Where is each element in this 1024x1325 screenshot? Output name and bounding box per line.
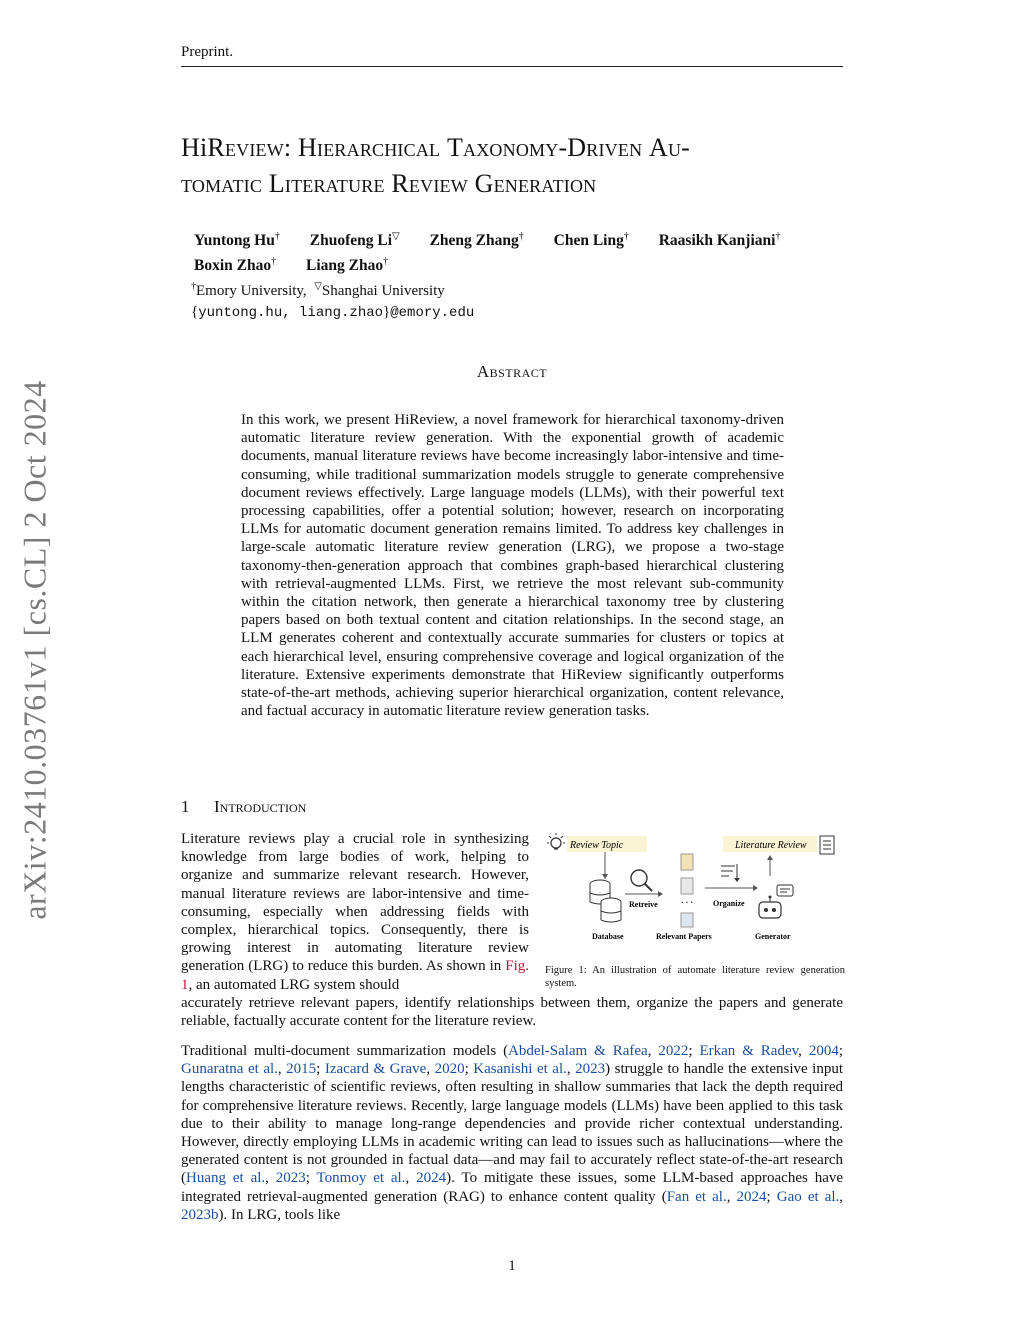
intro-paragraph-continued: accurately retrieve relevant papers, identify relationships between them, organize the papers and generate reliable, factually accurate content for the literature review. bbox=[181, 995, 843, 1030]
citation-link[interactable]: Fan et al. bbox=[666, 1188, 727, 1205]
intro-paragraph-wrapped: Literature reviews play a crucial role in synthesizing knowledge from large bodies of work, helping to organize and summarize relevant research. However, manual literature reviews are labor-intensive and time-consuming, especially when addressing fields with complex, hierarchical topics. Consequently, there is growing interest in automating literature review generation (LRG) to reduce this burden. As shown in Fig. 1, an automated LRG system should bbox=[181, 831, 529, 993]
citation-link[interactable]: 2020 bbox=[434, 1061, 465, 1078]
review-topic-label: Review Topic bbox=[570, 840, 624, 851]
author: Yuntong Hu† bbox=[194, 231, 280, 250]
citation-link[interactable]: Gao et al. bbox=[776, 1188, 840, 1205]
intro-paragraph-2 bbox=[181, 1042, 843, 1224]
generator-label: Generator bbox=[755, 932, 791, 941]
figure-caption: Figure 1: An illustration of automate literature review generation system. bbox=[545, 965, 845, 989]
author: Chen Ling† bbox=[553, 231, 629, 250]
chat-bubble-icon bbox=[777, 885, 793, 896]
paragraph-text: , bbox=[566, 1061, 576, 1078]
citation-link[interactable]: 2023b bbox=[181, 1206, 219, 1223]
author: Zhuofeng Li▽ bbox=[309, 231, 400, 250]
paragraph-text: , bbox=[265, 1170, 276, 1187]
database-label: Database bbox=[592, 932, 624, 941]
paragraph-text: ). To mitigate these issues, some LLM-based approaches have integrated retrieval-augmented generation (RAG) to enhance content quality ( bbox=[181, 1170, 844, 1205]
citation-link[interactable]: 2023 bbox=[575, 1061, 606, 1078]
citation-link[interactable]: 2023 bbox=[275, 1170, 306, 1187]
figure-1-diagram bbox=[545, 828, 845, 963]
paragraph-text: , bbox=[647, 1043, 659, 1059]
paragraph-text: , bbox=[726, 1188, 737, 1205]
paragraph-text: ; bbox=[838, 1043, 843, 1059]
paper-stack-icon bbox=[681, 854, 693, 927]
citation-link[interactable]: 2004 bbox=[808, 1043, 839, 1059]
paragraph-text: , bbox=[798, 1043, 809, 1059]
retreive-label: Retreive bbox=[629, 900, 658, 909]
citation-link[interactable]: 2024 bbox=[736, 1188, 767, 1205]
author: Liang Zhao† bbox=[305, 256, 389, 275]
robot-icon bbox=[759, 896, 781, 919]
organize-label: Organize bbox=[713, 899, 745, 908]
paragraph-text: Traditional multi-document summarization models ( bbox=[181, 1043, 509, 1059]
citation-link[interactable]: Gunaratna et al. bbox=[181, 1061, 278, 1078]
header-rule bbox=[181, 66, 843, 67]
paragraph-text: ; bbox=[688, 1043, 700, 1059]
author: Zheng Zhang† bbox=[429, 231, 524, 250]
paragraph-text: ; bbox=[305, 1170, 317, 1187]
database-icon bbox=[590, 880, 621, 922]
literature-review-label: Literature Review bbox=[735, 840, 807, 851]
paragraph-text: , bbox=[426, 1061, 435, 1078]
paragraph-text: ; bbox=[316, 1061, 325, 1078]
document-scroll-icon bbox=[820, 836, 834, 854]
running-head: Preprint. bbox=[181, 44, 234, 60]
author-list bbox=[194, 226, 834, 276]
author: Boxin Zhao† bbox=[194, 256, 277, 275]
abstract-body: In this work, we present HiReview, a novel framework for hierarchical taxonomy-driven automatic literature review generation. With the exponential growth of academic documents, manual literature reviews have become increasingly labor-intensive and time-consuming, while traditional summarization models struggle to generate comprehensive document reviews effectively. Large language models (LLMs), with their powerful text processing capabilities, offer a potential solution; however, research on incorporating LLMs for automatic document generation remains limited. To address key challenges in large-scale automatic literature review generation (LRG), we propose a two-stage taxonomy-then-generation approach that combines graph-based hierarchical clustering with retrieval-augmented LLMs. First, we retrieve the most relevant sub-community within the citation network, then generate a hierarchical taxonomy tree by clustering papers based on both textual content and citation relationships. In the second stage, an LLM generates coherent and contextually accurate summaries for clusters or topics at each hierarchical level, ensuring comprehensive coverage and logical organization of the literature. Extensive experiments demonstrate that HiReview significantly outperforms state-of-the-art methods, achieving superior hierarchical organization, content relevance, and factual accuracy in automatic literature review generation tasks. bbox=[241, 412, 784, 720]
affiliations: †Emory University, ▽Shanghai University {yuntong.hu, liang.zhao}@emory.edu bbox=[191, 281, 475, 321]
paragraph-text: ; bbox=[766, 1188, 777, 1205]
page-number: 1 bbox=[508, 1258, 516, 1274]
relevant-papers-label: Relevant Papers bbox=[656, 932, 712, 941]
citation-link[interactable]: Kasanishi et al. bbox=[473, 1061, 567, 1078]
paragraph-text: , bbox=[277, 1061, 287, 1078]
paragraph-text: ). In LRG, tools like bbox=[218, 1206, 341, 1223]
figure-link[interactable]: Fig. 1 bbox=[181, 958, 529, 993]
citation-link[interactable]: Huang et al. bbox=[186, 1170, 266, 1187]
section-heading: 1 Introduction bbox=[181, 797, 307, 816]
magnifier-icon bbox=[631, 870, 652, 891]
citation-link[interactable]: 2015 bbox=[286, 1061, 317, 1078]
sort-icon bbox=[721, 864, 740, 882]
author: Raasikh Kanjiani† bbox=[658, 231, 781, 250]
paragraph-text: ) struggle to handle the extensive input lengths characteristic of scientific reviews, often resulting in shallow summaries that lack the depth required for comprehensive literature reviews. Recently, large language models (LLMs) have been applied to this task due to their ability to manage long-range dependencies and provide richer contextual understanding. However, directly employing LLMs in academic writing can lead to issues such as hallucinations—where the generated content is not grounded in factual data—and may fail to accurately reflect state-of-the-art research ( bbox=[181, 1061, 844, 1187]
ellipsis-label: · · · bbox=[681, 898, 694, 907]
email-address: {yuntong.hu, liang.zhao}@emory.edu bbox=[191, 304, 475, 321]
citation-link[interactable]: Tonmoy et al. bbox=[316, 1170, 406, 1187]
citation-link[interactable]: Izacard & Grave bbox=[324, 1061, 427, 1078]
citation-link[interactable]: Erkan & Radev bbox=[699, 1043, 799, 1059]
abstract-heading: Abstract bbox=[476, 362, 548, 381]
paragraph-text: ; bbox=[464, 1061, 474, 1078]
arxiv-stamp: arXiv:2410.03761v1 [cs.CL] 2 Oct 2024 bbox=[16, 380, 53, 920]
paper-title: HiReview: Hierarchical Taxonomy-Driven Au- tomatic Literature Review Generation bbox=[181, 133, 691, 198]
paragraph-text: , bbox=[839, 1188, 844, 1205]
citation-link[interactable]: 2022 bbox=[658, 1043, 689, 1059]
citation-link[interactable]: 2024 bbox=[416, 1170, 447, 1187]
lightbulb-icon bbox=[547, 833, 565, 849]
citation-link[interactable]: Abdel-Salam & Rafea bbox=[508, 1043, 648, 1059]
paragraph-text: , bbox=[405, 1170, 417, 1187]
